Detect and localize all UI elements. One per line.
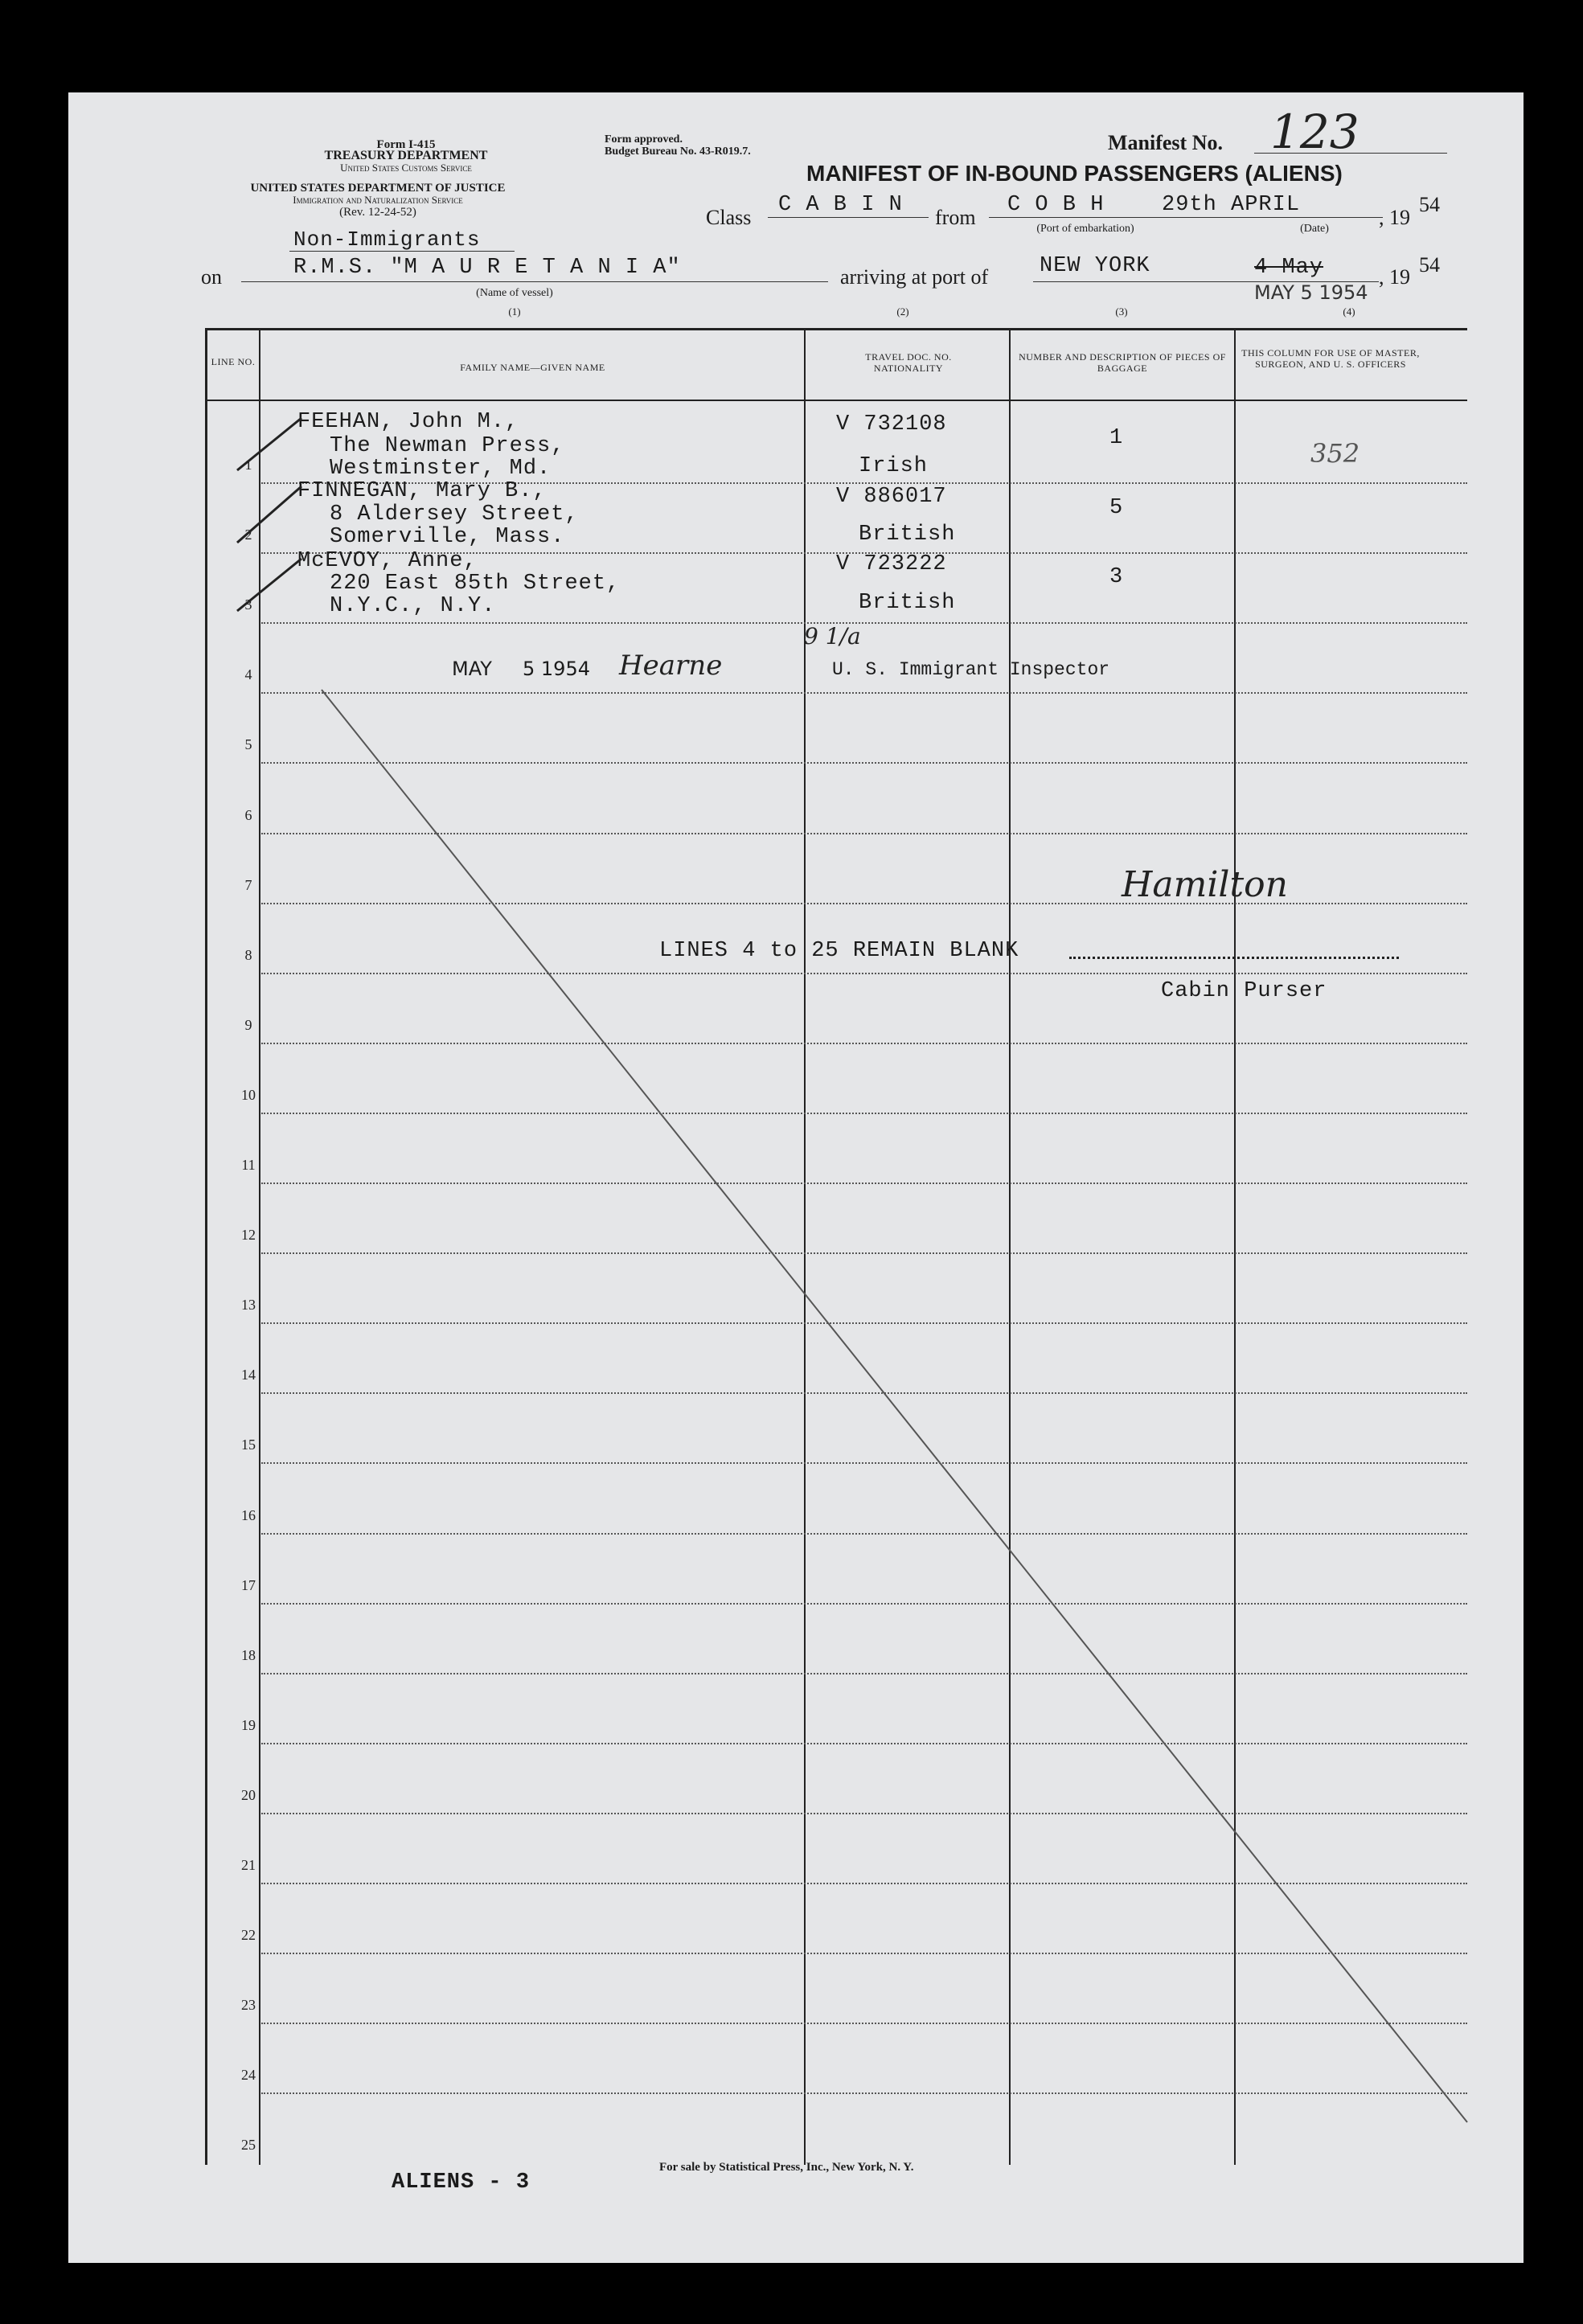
passenger-3-city: N.Y.C., N.Y.: [330, 594, 496, 618]
class-value: C A B I N: [778, 193, 903, 217]
row-number: 5: [244, 736, 252, 753]
port-of-embarkation: C O B H: [1007, 193, 1105, 217]
inspector-stamp-month: MAY: [452, 658, 492, 680]
embarkation-date: 29th APRIL: [1162, 193, 1301, 217]
purser-title: Cabin Purser: [1161, 979, 1327, 1003]
immigration-label: Immigration and Naturalization Service: [293, 194, 463, 206]
row-number: 25: [241, 2137, 256, 2154]
passenger-2-nationality: British: [859, 523, 956, 547]
year-suffix: 54: [1419, 193, 1440, 216]
justice-label: UNITED STATES DEPARTMENT OF JUSTICE: [250, 182, 506, 195]
row-number: 14: [241, 1367, 256, 1383]
year-prefix: , 19: [1379, 206, 1410, 229]
row-number: 3: [244, 596, 252, 613]
passenger-category: Non-Immigrants: [293, 227, 481, 252]
arrival-stamp-date: MAY 5 1954: [1254, 281, 1368, 304]
inspector-title: U. S. Immigrant Inspector: [832, 659, 1110, 680]
manifest-title: MANIFEST OF IN-BOUND PASSENGERS (ALIENS): [806, 161, 1343, 186]
purser-dotted-line: [1069, 957, 1399, 959]
arrival-port: NEW YORK: [1040, 254, 1150, 278]
passenger-2-baggage: 5: [1109, 496, 1124, 520]
row-number: 18: [241, 1646, 256, 1663]
row-number: 24: [241, 2067, 256, 2084]
row-number: 1: [244, 457, 252, 473]
inspector-stamp-date: 5 1954: [523, 658, 590, 680]
inspector-signature: Hearne: [619, 650, 723, 682]
passenger-3-baggage: 3: [1109, 565, 1124, 589]
budget-bureau: Budget Bureau No. 43-R019.7.: [605, 146, 751, 158]
row-number: 19: [241, 1716, 256, 1733]
passenger-1-name: FEEHAN, John M.,: [297, 410, 519, 434]
passenger-2-doc: V 886017: [836, 485, 947, 509]
caption-1: (1): [508, 305, 521, 318]
arriving-label: arriving at port of: [840, 265, 989, 289]
header-name: FAMILY NAME—GIVEN NAME: [460, 362, 605, 373]
date-caption: (Date): [1300, 223, 1329, 235]
vessel-name: R.M.S. "M A U R E T A N I A": [293, 256, 681, 280]
arrival-date-struck: 4 May: [1254, 256, 1324, 280]
passenger-3-name: McEVOY, Anne,: [297, 549, 478, 573]
row-number: 10: [241, 1086, 256, 1103]
arrival-year: 54: [1419, 253, 1440, 277]
passenger-2-city: Somerville, Mass.: [330, 525, 565, 549]
printer-note: For sale by Statistical Press, Inc., New York, N. Y.: [659, 2161, 914, 2174]
caption-2: (2): [896, 305, 909, 318]
class-label: Class: [706, 206, 752, 229]
caption-3: (3): [1115, 305, 1128, 318]
row-number: 2: [244, 527, 252, 543]
passenger-1-officer-note: 352: [1310, 438, 1360, 469]
revision-label: (Rev. 12-24-52): [339, 206, 416, 219]
treasury-label: TREASURY DEPARTMENT: [324, 149, 488, 162]
passenger-2-name: FINNEGAN, Mary B.,: [297, 479, 547, 503]
row-number: 23: [241, 1997, 256, 2014]
passenger-3-address: 220 East 85th Street,: [330, 572, 621, 596]
row-number: 20: [241, 1786, 256, 1803]
row-number: 12: [241, 1227, 256, 1244]
vessel-caption: (Name of vessel): [476, 287, 553, 299]
customs-label: United States Customs Service: [340, 162, 472, 174]
aliens-page-label: ALIENS - 3: [392, 2170, 531, 2195]
inspector-annotation: 9 1/a: [804, 623, 861, 650]
passenger-1-nationality: Irish: [859, 454, 929, 478]
on-label: on: [201, 265, 222, 289]
header-line-no: LINE NO.: [211, 356, 256, 367]
passenger-3-doc: V 723222: [836, 552, 947, 576]
row-number: 11: [241, 1157, 256, 1173]
row-number: 21: [241, 1857, 256, 1873]
row-number: 4: [244, 666, 252, 683]
row-number: 9: [244, 1016, 252, 1033]
row-number: 6: [244, 806, 252, 823]
passenger-3-nationality: British: [859, 591, 956, 615]
arrival-year-prefix: , 19: [1379, 265, 1410, 289]
header-travel-doc: TRAVEL DOC. NO. NATIONALITY: [865, 351, 952, 374]
passenger-1-doc: V 732108: [836, 412, 947, 437]
row-number: 17: [241, 1576, 256, 1593]
blank-lines-note: LINES 4 to 25 REMAIN BLANK: [659, 939, 1019, 963]
row-number: 16: [241, 1506, 256, 1523]
row-number: 8: [244, 946, 252, 963]
header-officers: THIS COLUMN FOR USE OF MASTER, SURGEON, AND U. S. OFFICERS: [1241, 347, 1420, 370]
header-baggage: NUMBER AND DESCRIPTION OF PIECES OF BAGGAGE: [1019, 351, 1226, 374]
form-number: Form I-415: [376, 138, 436, 151]
caption-4: (4): [1343, 305, 1355, 318]
row-number: 7: [244, 876, 252, 893]
passenger-1-baggage: 1: [1109, 426, 1124, 450]
passenger-1-city: Westminster, Md.: [330, 457, 552, 481]
row-number: 22: [241, 1927, 256, 1944]
manifest-no-label: Manifest No.: [1108, 131, 1223, 154]
manifest-no-value: 123: [1270, 105, 1359, 159]
row-number: 15: [241, 1437, 256, 1453]
form-approved: Form approved.: [605, 133, 683, 146]
row-number: 13: [241, 1297, 256, 1314]
from-label: from: [935, 206, 976, 229]
passenger-1-address: The Newman Press,: [330, 434, 565, 458]
purser-signature: Hamilton: [1122, 864, 1288, 905]
port-caption: (Port of embarkation): [1036, 223, 1134, 235]
passenger-2-address: 8 Aldersey Street,: [330, 502, 579, 527]
